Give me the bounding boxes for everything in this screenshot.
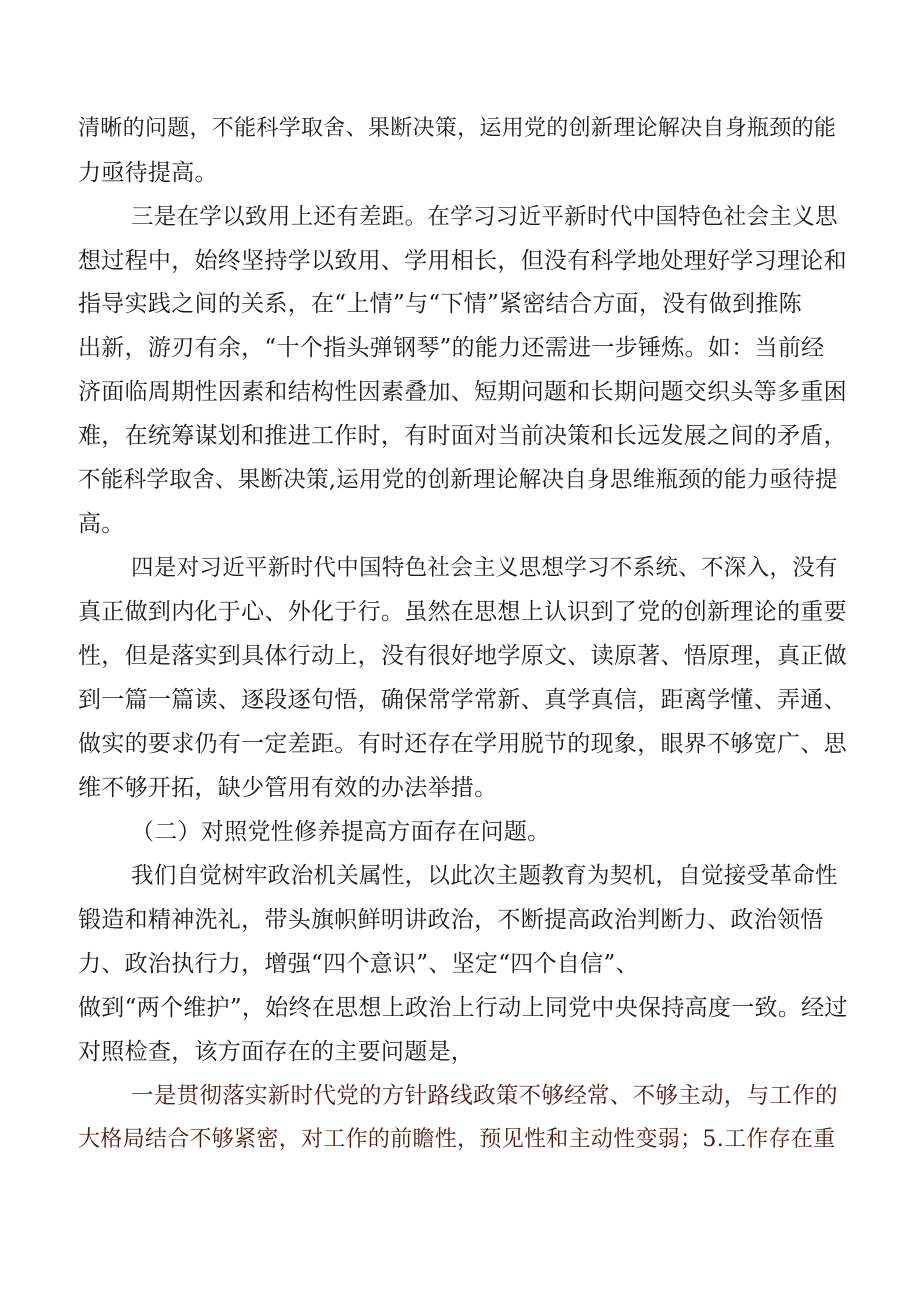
text-line: 做实的要求仍有一定差距。有时还存在学用脱节的现象，眼界不够宽广、思	[78, 731, 847, 757]
text-line: 四是对习近平新时代中国特色社会主义思想学习不系统、不深入，没有	[131, 555, 838, 581]
text-line: 大格局结合不够紧密，对工作的前瞻性，预见性和主动性变弱；5.工作存在重	[78, 1127, 836, 1152]
text-line: 难，在统筹谋划和推进工作时，有时面对当前决策和长远发展之间的矛盾，	[78, 423, 847, 449]
text-line: 锻造和精神洗礼，带头旗帜鲜明讲政治，不断提高政治判断力、政治领悟	[78, 907, 824, 933]
text-line: 真正做到内化于心、外化于行。虽然在思想上认识到了党的创新理论的重要	[78, 599, 847, 625]
text-line: 力、政治执行力，增强“四个意识”、坚定“四个自信”、	[78, 951, 639, 977]
text-line: 性，但是落实到具体行动上，没有很好地学原文、读原著、悟原理，真正做	[78, 643, 847, 669]
text-line: 一是贯彻落实新时代党的方针路线政策不够经常、不够主动，与工作的	[131, 1083, 838, 1109]
text-line: 力亟待提高。	[78, 160, 218, 186]
text-line: 到一篇一篇读、逐段逐句悟，确保常学常新、真学真信，距离学懂、弄通、	[78, 687, 847, 713]
text-line: 指导实践之间的关系，在“上情”与“下情”紧密结合方面，没有做到推陈	[78, 291, 802, 317]
text-line: 出新，游刃有余，“十个指头弹钢琴”的能力还需进一步锤炼。如：当前经	[78, 335, 825, 361]
text-line: 我们自觉树牢政治机关属性，以此次主题教育为契机，自觉接受革命性	[131, 863, 838, 889]
text-line: 高。	[78, 511, 125, 537]
text-line: 不能科学取舍、果断决策,运用党的创新理论解决自身思维瓶颈的能力亟待提	[78, 467, 838, 493]
text-line: 济面临周期性因素和结构性因素叠加、短期问题和长期问题交织头等多重困	[78, 379, 847, 405]
text-line: 维不够开拓，缺少管用有效的办法举措。	[78, 775, 498, 801]
text-line: 清晰的问题，不能科学取舍、果断决策，运用党的创新理论解决自身瓶颈的能	[78, 116, 837, 141]
text-line: 想过程中，始终坚持学以致用、学用相长，但没有科学地处理好学习理论和	[78, 248, 847, 274]
section-heading: （二）对照党性修养提高方面存在问题。	[131, 819, 551, 845]
text-line: 对照检查，该方面存在的主要问题是，	[78, 1039, 475, 1065]
text-line: 做到“两个维护”，始终在思想上政治上行动上同党中央保持高度一致。经过	[78, 995, 848, 1021]
text-line: 三是在学以致用上还有差距。在学习习近平新时代中国特色社会主义思	[131, 204, 838, 230]
